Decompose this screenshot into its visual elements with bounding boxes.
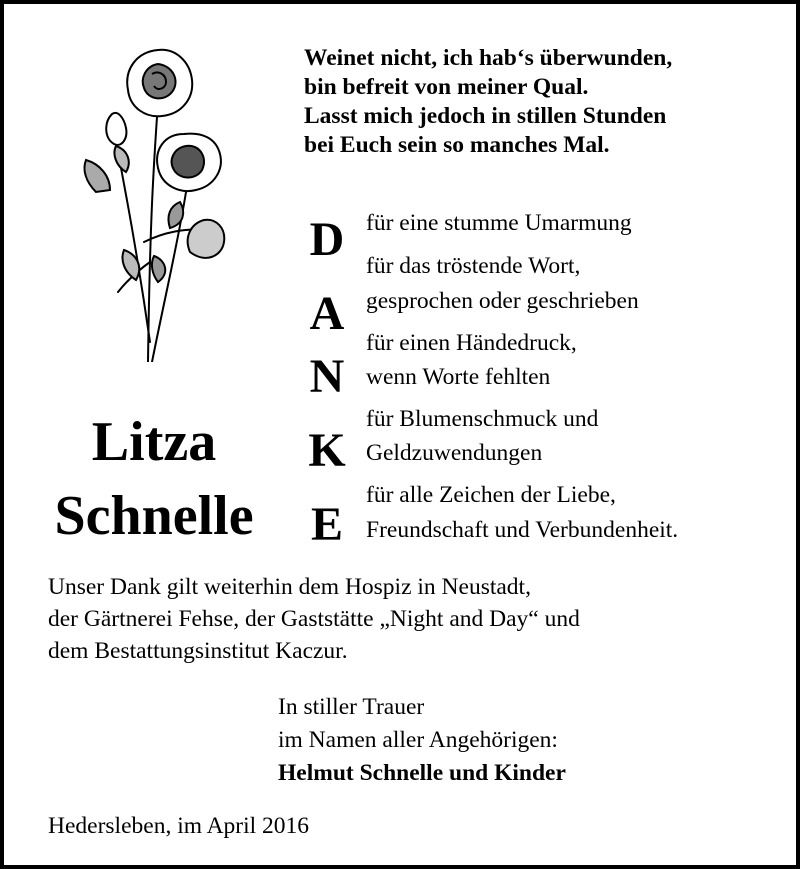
thanks-line: Unser Dank gilt weiterhin dem Hospiz in Neustadt,: [48, 574, 531, 600]
deceased-first-name: Litza: [91, 411, 217, 473]
danke-letter-e: E: [310, 498, 343, 551]
poem-line: Lasst mich jedoch in stillen Stunden: [304, 103, 667, 129]
poem-line: bei Euch sein so manches Mal.: [304, 132, 610, 158]
danke-letter-d: D: [309, 213, 345, 266]
danke-line: gesprochen oder geschrieben: [366, 288, 639, 314]
rose-icon: [66, 42, 236, 362]
danke-line: für eine stumme Umarmung: [366, 210, 632, 236]
poem: [304, 44, 774, 160]
danke-letter-k: K: [308, 424, 346, 477]
danke-line: für Blumenschmuck und: [366, 406, 599, 432]
poem-line: Weinet nicht, ich hab‘s überwunden,: [304, 45, 673, 71]
poem-line: bin befreit von meiner Qual.: [304, 74, 589, 100]
danke-line: Freundschaft und Verbundenheit.: [366, 517, 679, 543]
signature-line: im Namen aller Angehörigen:: [278, 727, 558, 753]
signature-block: [278, 691, 566, 790]
danke-line: für alle Zeichen der Liebe,: [366, 482, 616, 508]
danke-line: wenn Worte fehlten: [366, 364, 551, 390]
danke-line: für einen Händedruck,: [366, 330, 577, 356]
signature-line: In stiller Trauer: [278, 694, 425, 720]
signature-names: Helmut Schnelle und Kinder: [278, 760, 566, 786]
thanks-paragraph: [48, 571, 580, 667]
deceased-last-name: Schnelle: [54, 485, 254, 547]
thanks-line: der Gärtnerei Fehse, der Gaststätte „Night and Day“ und: [48, 606, 580, 632]
danke-line: für das tröstende Wort,: [366, 253, 581, 279]
thanks-line: dem Bestattungsinstitut Kaczur.: [48, 638, 348, 664]
place-date: Hedersleben, im April 2016: [48, 813, 310, 839]
danke-letter-n: N: [309, 350, 345, 403]
danke-line: Geldzuwendungen: [366, 440, 543, 466]
danke-letter-a: A: [309, 287, 345, 340]
